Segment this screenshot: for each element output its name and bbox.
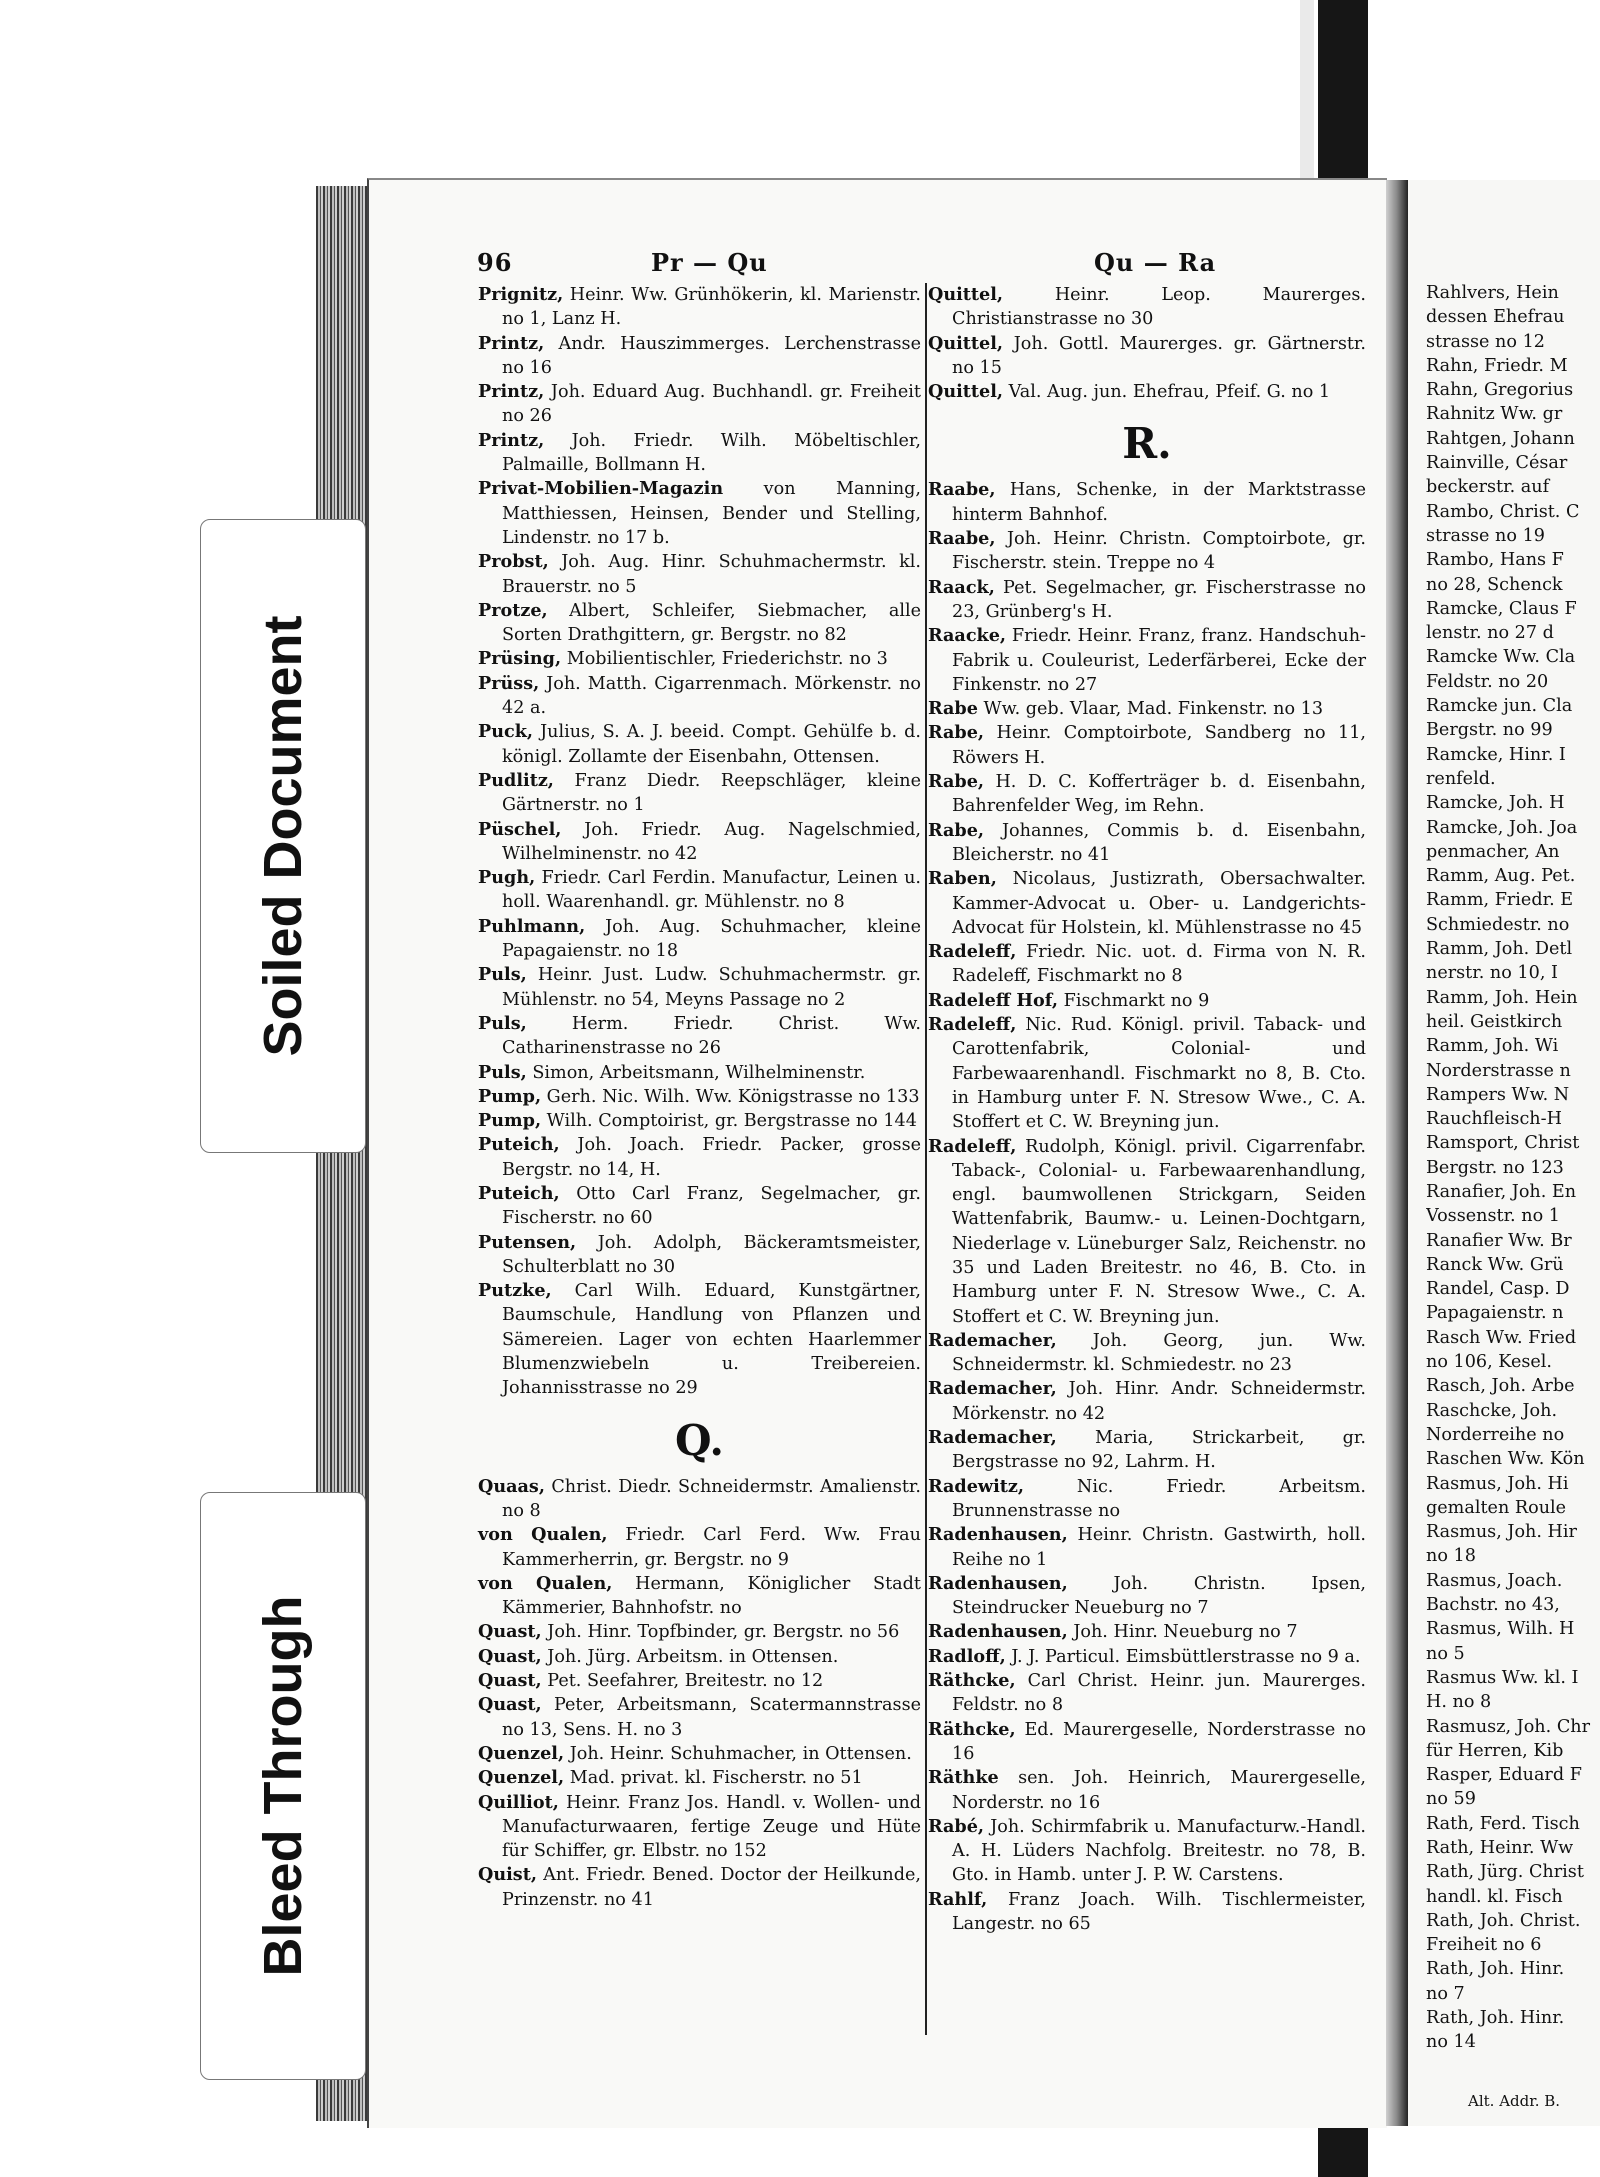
directory-entry [928,624,1366,697]
entry-name: Pudlitz, [478,769,554,791]
next-page-line: Papagaienstr. n [1426,1303,1564,1324]
entry-details: von Manning, Matthiessen, Heinsen, Bender und Stelling, Lindenstr. no 17 b. [502,479,922,548]
next-page-line: Rahn, Gregorius [1426,380,1574,401]
directory-entry [478,1791,921,1864]
next-page-line: Rahlvers, Hein [1426,283,1559,303]
directory-entry [478,1012,921,1061]
entry-details: Joh. Christn. Ipsen, Steindrucker Neueburg no 7 [952,1573,1367,1619]
next-page-line: Rath, Ferd. Tisch [1426,1813,1580,1834]
entry-name: Rabe, [928,722,985,744]
entry-details: Joh. Heinr. Schuhmacher, in Ottensen. [569,1743,912,1764]
entry-details: Heinr. Ww. Grünhökerin, kl. Marienstr. no 1, Lanz H. [502,285,922,330]
entry-details: Heinr. Comptoirbote, Sandberg no 11, Röwers H. [952,723,1367,768]
entry-name: Rabe [928,698,978,720]
next-page-line: Ramcke, Joh. H [1426,793,1565,814]
entry-details: J. J. Particul. Eimsbüttlerstrasse no 9 a. [1011,1646,1361,1667]
directory-entry [478,550,921,599]
entry-details: Nic. Friedr. Arbeitsm. Brunnenstrasse no [952,1476,1367,1521]
next-page-line: Ramcke, Joh. Joa [1426,817,1578,838]
next-page-line: Randel, Casp. D [1426,1279,1570,1300]
directory-entry [928,989,1366,1013]
entry-details: Joh. Schirmfabrik u. Manufacturw.-Handl. A. H. Lüders Nachfolg. Breitestr. no 78, B. Gto. in Hamb. unter J. P. W. Carstens. [952,1816,1366,1886]
directory-entry [478,1133,921,1182]
entry-details: Joh. Adolph, Bäckeramtsmeister, Schulterblatt no 30 [502,1232,921,1277]
next-page-line: Rath, Jürg. Christ [1426,1862,1584,1883]
right-column [928,283,1366,1936]
next-page-line: Ramm, Aug. Pet. [1426,866,1576,887]
running-head-right: Qu — Ra [1094,248,1217,277]
next-page-line: Ramcke Ww. Cla [1426,647,1576,668]
next-page-line: Rasmus, Joach. [1426,1570,1563,1591]
entry-details: Ww. geb. Vlaar, Mad. Finkenstr. no 13 [983,699,1324,720]
directory-entry [928,1620,1366,1644]
next-page-line: handl. kl. Fisch [1426,1886,1563,1907]
entry-name: Puteich, [478,1134,560,1156]
entry-name: Pump, [478,1110,542,1132]
next-page-line: Rasmus Ww. kl. I [1426,1667,1579,1688]
next-page-line: Rath, Joh. Hinr. [1426,1959,1565,1980]
entry-name: Putensen, [478,1231,577,1253]
entry-name: Radeleff, [928,1014,1017,1036]
left-entry-list [478,283,921,1401]
next-page-line: nerstr. no 10, I [1426,963,1558,984]
next-page-line: lenstr. no 27 d [1426,623,1554,644]
entry-name: Raben, [928,868,997,890]
next-page-line: Rasmus, Wilh. H [1426,1619,1575,1640]
next-page-line: Ramsport, Christ [1426,1133,1580,1154]
entry-name: Raabe, [928,479,996,501]
entry-name: Räthcke, [928,1718,1016,1740]
entry-name: Puls, [478,964,527,986]
directory-entry [928,1572,1366,1621]
entry-details: Joh. Hinr. Neueburg no 7 [1073,1622,1298,1643]
entry-details: Joh. Heinr. Christn. Comptoirbote, gr. Fischerstr. stein. Treppe no 4 [952,529,1366,574]
running-head-left: Pr — Qu [651,248,768,277]
entry-name: Rabe, [928,771,985,793]
directory-entry [478,477,921,550]
next-page-line: Raschcke, Joh. [1426,1400,1558,1421]
entry-details: Joh. Friedr. Wilh. Möbeltischler, Palmaille, Bollmann H. [502,430,922,476]
directory-entry [928,527,1366,576]
directory-entry [478,1620,921,1644]
entry-name: Quittel, [928,332,1004,354]
next-page-line: Ramcke, Hinr. I [1426,744,1566,765]
entry-details: Joh. Friedr. Aug. Nagelschmied, Wilhelminenstr. no 42 [502,819,922,864]
entry-details: Friedr. Heinr. Franz, franz. Handschuh-Fabrik u. Couleurist, Lederfärberei, Ecke der Finkenstr. no 27 [952,626,1367,695]
entry-name: Quast, [478,1694,542,1716]
directory-entry [478,380,921,429]
entry-details: Joh. Aug. Schuhmacher, kleine Papagaienstr. no 18 [502,916,921,962]
directory-entry [928,478,1366,527]
entry-name: Quittel, [928,284,1004,305]
directory-entry [478,1863,921,1912]
entry-details: Heinr. Franz Jos. Handl. v. Wollen- und Manufacturwaaren, fertige Zeuge und Hüte für Schiffer, gr. Elbstr. no 152 [502,1792,922,1862]
entry-details: Peter, Arbeitsmann, Scatermannstrasse no 13, Sens. H. no 3 [502,1695,922,1740]
entry-details: Joh. Eduard Aug. Buchhandl. gr. Freiheit no 26 [502,382,921,427]
scan-background-strip [1300,0,1314,180]
entry-details: Nic. Rud. Königl. privil. Taback- und Carottenfabrik, Colonial- und Farbewaarenhandl. Fischmarkt no 8, B. Cto. in Hamburg unter F. N. Stresow Wwe., C. A. Stoffert et C. W. Breyning jun. [952,1015,1366,1133]
next-page-line: Schmiedestr. no [1426,914,1570,935]
entry-name: Räthcke, [928,1670,1016,1692]
section-letter-q: Q. [674,1415,725,1465]
entry-name: Rademacher, [928,1329,1057,1351]
next-page-line: Ramm, Friedr. E [1426,890,1574,911]
entry-details: Pet. Seefahrer, Breitestr. no 12 [547,1671,824,1692]
next-page-line: Rainville, César [1426,453,1568,474]
entry-name: Puteich, [478,1182,560,1204]
entry-details: Wilh. Comptoirist, gr. Bergstrasse no 144 [546,1111,917,1132]
entry-name: von Qualen, [478,1572,613,1594]
next-page-footer: Alt. Addr. B. [1468,2092,1561,2110]
next-page-line: H. no 8 [1426,1692,1492,1713]
entry-name: Pump, [478,1085,542,1107]
directory-entry [478,599,921,648]
entry-details: Joh. Joach. Friedr. Packer, grosse Bergstr. no 14, H. [502,1135,922,1180]
directory-entry [478,1109,921,1133]
directory-entry [928,1523,1366,1572]
entry-details: Otto Carl Franz, Segelmacher, gr. Fischerstr. no 60 [502,1183,921,1229]
next-page-line: Ranck Ww. Grü [1426,1254,1564,1275]
directory-entry [478,1279,921,1400]
directory-entry [478,915,921,964]
entry-name: Prüsing, [478,648,562,670]
entry-name: Quenzel, [478,1767,565,1789]
directory-entry [928,1329,1366,1378]
entry-details: Heinr. Leop. Maurerges. Christianstrasse no 30 [952,285,1366,330]
directory-entry [928,380,1366,404]
entry-details: Fischmarkt no 9 [1063,990,1210,1011]
directory-entry [928,721,1366,770]
next-page-line: no 28, Schenck [1426,574,1563,595]
next-page-line: no 106, Kesel. [1426,1352,1553,1373]
entry-details: Gerh. Nic. Wilh. Ww. Königstrasse no 133 [546,1086,920,1107]
directory-entry [478,429,921,478]
entry-name: Quaas, [478,1475,545,1497]
next-page-line: heil. Geistkirch [1426,1011,1563,1032]
directory-entry [928,1135,1366,1329]
next-page-line: Vossenstr. no 1 [1426,1206,1560,1227]
directory-entry [928,283,1366,332]
entry-name: Räthke [928,1767,999,1789]
entry-name: Rabé, [928,1815,985,1837]
next-page-line: Ranafier, Joh. En [1426,1181,1577,1202]
entry-details: Rudolph, Königl. privil. Cigarrenfabr. Taback-, Colonial- u. Farbewaarenhandlung, engl. baumwollenen Strickgarn, Seiden Wattenfabrik, Baumw.- u. Leinen-Dochtgarn, Niederlage v. Lüneburger Salz, Reichenstr. no 35 und Laden Breitestr. no 46, B. Cto. in Hamburg unter F. N. Stresow Wwe., C. A. Stoffert et C. W. Breyning jun. [952,1136,1366,1327]
next-page-line: Rahn, Friedr. M [1426,355,1568,376]
directory-entry [478,769,921,818]
left-q-entry-list [478,1475,921,1912]
next-page-line: für Herren, Kib [1426,1740,1564,1761]
directory-entry [478,963,921,1012]
next-page-line: no 5 [1426,1643,1465,1664]
entry-name: Radenhausen, [928,1572,1068,1594]
entry-name: Prüss, [478,672,540,694]
entry-name: Printz, [478,381,545,403]
directory-entry [478,1693,921,1742]
entry-details: Mobilientischler, Friederichstr. no 3 [566,649,888,670]
directory-entry [478,647,921,671]
next-page-line: Rambo, Christ. C [1426,501,1580,522]
entry-name: Quilliot, [478,1791,559,1813]
directory-entry [928,576,1366,625]
entry-details: Simon, Arbeitsmann, Wilhelminenstr. [532,1062,866,1083]
right-q-entry-list [928,283,1366,404]
next-page-line: no 7 [1426,1983,1465,2004]
entry-details: Joh. Matth. Cigarrenmach. Mörkenstr. no 42 a. [502,673,921,719]
entry-name: Quast, [478,1670,542,1692]
next-page-line: penmacher, An [1426,841,1560,862]
next-page-line: Rasmusz, Joh. Chr [1426,1716,1591,1737]
next-page-line: Ranafier Ww. Br [1426,1230,1572,1251]
directory-entry [928,697,1366,721]
next-page-line: Rahnitz Ww. gr [1426,404,1563,425]
column-divider [925,283,927,2035]
entry-details: Joh. Jürg. Arbeitsm. in Ottensen. [547,1646,839,1667]
entry-details: Heinr. Christn. Gastwirth, holl. Reihe no 1 [952,1525,1367,1570]
next-page-line: Rasmus, Joh. Hi [1426,1473,1569,1494]
directory-entry [478,672,921,721]
next-page-line: Bachstr. no 43, [1426,1595,1560,1616]
directory-entry [478,1645,921,1669]
entry-details: Joh. Georg, jun. Ww. Schneidermstr. kl. Schmiedestr. no 23 [952,1330,1366,1376]
directory-entry [478,866,921,915]
next-page-line: strasse no 19 [1426,525,1545,546]
entry-name: von Qualen, [478,1524,608,1546]
entry-details: Pet. Segelmacher, gr. Fischerstrasse no 23, Grünberg's H. [952,577,1366,622]
entry-details: Franz Diedr. Reepschläger, kleine Gärtnerstr. no 1 [502,770,921,816]
entry-name: Quast, [478,1645,542,1667]
entry-details: Friedr. Carl Ferd. Ww. Frau Kammerherrin, gr. Bergstr. no 9 [502,1525,921,1570]
directory-entry [478,1061,921,1085]
next-page-line: beckerstr. auf [1426,477,1550,498]
entry-details: Ant. Friedr. Bened. Doctor der Heilkunde, Prinzenstr. no 41 [502,1865,921,1910]
entry-details: Hermann, Königlicher Stadt Kämmerier, Bahnhofstr. no [502,1573,921,1619]
entry-name: Printz, [478,429,545,451]
entry-name: Puhlmann, [478,915,586,937]
next-page-line: Rasch, Joh. Arbe [1426,1376,1575,1397]
next-page-line: strasse no 12 [1426,331,1545,352]
directory-entry [928,1888,1366,1937]
next-page-line: Raschen Ww. Kön [1426,1449,1585,1470]
next-page-line: Ramcke, Claus F [1426,598,1577,619]
next-page-line: Ramm, Joh. Wi [1426,1036,1559,1057]
entry-name: Quast, [478,1621,542,1643]
entry-name: Püschel, [478,818,562,840]
directory-entry [478,1475,921,1524]
entry-name: Radeleff, [928,941,1017,963]
directory-entry [928,1645,1366,1669]
directory-entry [478,1742,921,1766]
entry-details: Joh. Gottl. Maurerges. gr. Gärtnerstr. no 15 [952,333,1366,378]
next-page-line: Rambo, Hans F [1426,550,1564,571]
soiled-document-stamp [200,519,366,1153]
entry-name: Radeleff, [928,1135,1017,1157]
page-number: 96 [477,248,513,277]
entry-name: Quist, [478,1864,537,1886]
entry-details: sen. Joh. Heinrich, Maurergeselle, Norderstr. no 16 [952,1768,1366,1813]
entry-details: Johannes, Commis b. d. Eisenbahn, Bleicherstr. no 41 [952,820,1366,865]
entry-details: Andr. Hauszimmerges. Lerchenstrasse no 16 [502,333,921,378]
next-page-column [1426,281,1600,2055]
entry-name: Puck, [478,721,534,743]
directory-entry [928,940,1366,989]
directory-entry [478,1572,921,1621]
entry-details: Friedr. Carl Ferdin. Manufactur, Leinen u. holl. Waarenhandl. gr. Mühlenstr. no 8 [502,868,921,913]
entry-name: Radloff, [928,1645,1006,1667]
entry-name: Quittel, [928,381,1004,403]
next-page-line: Rath, Joh. Hinr. [1426,2008,1565,2029]
section-letter-r: R. [1122,419,1172,469]
next-page-line: dessen Ehefrau [1426,307,1565,328]
left-column [478,283,921,1912]
entry-details: Carl Christ. Heinr. jun. Maurerges. Feldstr. no 8 [952,1671,1366,1716]
next-page-line: Ramm, Joh. Hein [1426,987,1578,1008]
next-page-line: Freiheit no 6 [1426,1935,1542,1956]
entry-details: Nicolaus, Justizrath, Obersachwalter. Kammer-Advocat u. Ober- u. Landgerichts-Advocat für Holstein, kl. Mühlenstrasse no 45 [952,869,1367,938]
entry-name: Privat-Mobilien-Magazin [478,478,724,500]
entry-name: Putzke, [478,1280,552,1302]
entry-name: Quenzel, [478,1742,565,1764]
entry-details: Christ. Diedr. Schneidermstr. Amalienstr. no 8 [502,1476,921,1521]
entry-name: Puls, [478,1012,527,1034]
directory-entry [478,1231,921,1280]
directory-entry [928,1426,1366,1475]
directory-entry [928,1669,1366,1718]
entry-name: Printz, [478,332,545,354]
directory-entry [478,1523,921,1572]
entry-name: Raacke, [928,625,1007,647]
entry-details: Albert, Schleifer, Siebmacher, alle Sorten Drathgittern, gr. Bergstr. no 82 [502,600,921,646]
entry-details: Ed. Maurergeselle, Norderstrasse no 16 [952,1719,1367,1764]
next-page-line: gemalten Roule [1426,1497,1567,1518]
entry-name: Rademacher, [928,1427,1057,1449]
next-page-line: no 18 [1426,1546,1476,1567]
book-gutter [1386,180,1408,2126]
directory-entry [928,770,1366,819]
next-page-line: renfeld. [1426,768,1496,789]
next-page-line: Ramcke jun. Cla [1426,696,1573,717]
right-entry-list [928,478,1366,1936]
entry-details: Joh. Hinr. Topfbinder, gr. Bergstr. no 56 [547,1622,900,1643]
entry-name: Rademacher, [928,1378,1057,1400]
entry-details: Val. Aug. jun. Ehefrau, Pfeif. G. no 1 [1008,382,1331,403]
entry-name: Prignitz, [478,284,564,305]
next-page-line: Norderstrasse n [1426,1060,1571,1081]
directory-entry [928,1377,1366,1426]
directory-entry [928,332,1366,381]
directory-entry [928,1815,1366,1888]
directory-entry [478,818,921,867]
directory-entry [478,332,921,381]
entry-name: Protze, [478,599,548,621]
next-page-line: Rasmus, Joh. Hir [1426,1522,1577,1543]
entry-name: Radenhausen, [928,1524,1068,1546]
entry-name: Raabe, [928,528,996,550]
directory-entry [928,1718,1366,1767]
entry-details: Mad. privat. kl. Fischerstr. no 51 [569,1768,863,1789]
directory-entry [928,1013,1366,1134]
bleed-through-label: Bleed Through [253,1595,313,1977]
entry-name: Raack, [928,576,995,598]
entry-details: Julius, S. A. J. beeid. Compt. Gehülfe b. d. königl. Zollamte der Eisenbahn, Ottensen. [502,722,921,767]
entry-name: Probst, [478,551,549,573]
entry-details: Joh. Hinr. Andr. Schneidermstr. Mörkenstr. no 42 [952,1379,1366,1424]
entry-name: Puls, [478,1061,527,1083]
entry-details: Franz Joach. Wilh. Tischlermeister, Langestr. no 65 [952,1889,1366,1934]
directory-entry [478,1669,921,1693]
entry-details: Maria, Strickarbeit, gr. Bergstrasse no 92, Lahrm. H. [952,1428,1366,1473]
directory-entry [928,1766,1366,1815]
entry-details: H. D. C. Kofferträger b. d. Eisenbahn, Bahrenfelder Weg, im Rehn. [952,772,1366,817]
next-page-line: Rasch Ww. Fried [1426,1327,1577,1348]
directory-entry [928,867,1366,940]
next-page-line: Ramm, Joh. Detl [1426,939,1573,960]
next-page-line: no 59 [1426,1789,1476,1810]
soiled-document-label: Soiled Document [253,615,313,1057]
directory-entry [478,1182,921,1231]
next-page-line: no 14 [1426,2032,1476,2053]
next-page-line: Rath, Joh. Christ. [1426,1910,1581,1931]
entry-details: Friedr. Nic. uot. d. Firma von N. R. Radeleff, Fischmarkt no 8 [952,942,1366,987]
bleed-through-stamp [200,1492,366,2080]
next-page-line: Bergstr. no 99 [1426,720,1553,741]
next-page-line: Bergstr. no 123 [1426,1157,1564,1178]
next-page-line: Rath, Heinr. Ww [1426,1838,1574,1858]
next-page-line: Norderreihe no [1426,1424,1565,1445]
entry-details: Herm. Friedr. Christ. Ww. Catharinenstrasse no 26 [502,1013,921,1059]
entry-details: Hans, Schenke, in der Marktstrasse hinterm Bahnhof. [952,480,1366,525]
directory-entry [478,283,921,332]
directory-entry [478,1766,921,1790]
next-page-line: Rasper, Eduard F [1426,1765,1582,1786]
directory-entry [928,1475,1366,1524]
entry-name: Rahlf, [928,1888,988,1910]
entry-name: Radeleff Hof, [928,989,1059,1011]
directory-entry [478,1085,921,1109]
entry-name: Pugh, [478,867,536,889]
directory-entry [928,819,1366,868]
entry-details: Joh. Aug. Hinr. Schuhmachermstr. kl. Brauerstr. no 5 [502,552,921,597]
next-page-lines [1426,281,1600,2055]
entry-details: Heinr. Just. Ludw. Schuhmachermstr. gr. Mühlenstr. no 54, Meyns Passage no 2 [502,965,921,1010]
entry-name: Radenhausen, [928,1621,1068,1643]
entry-details: Carl Wilh. Eduard, Kunstgärtner, Baumschule, Handlung von Pflanzen und Sämereien. Lager von echten Haarlemmer Blumenzwiebeln u. Treibereien. Johannisstrasse no 29 [502,1281,921,1399]
entry-name: Rabe, [928,819,985,841]
next-page-line: Rahtgen, Johann [1426,428,1575,449]
directory-entry [478,720,921,769]
next-page-line: Rauchfleisch-H [1426,1109,1562,1130]
entry-name: Radewitz, [928,1475,1024,1497]
next-page-line: Feldstr. no 20 [1426,671,1549,692]
next-page-line: Rampers Ww. N [1426,1084,1570,1105]
